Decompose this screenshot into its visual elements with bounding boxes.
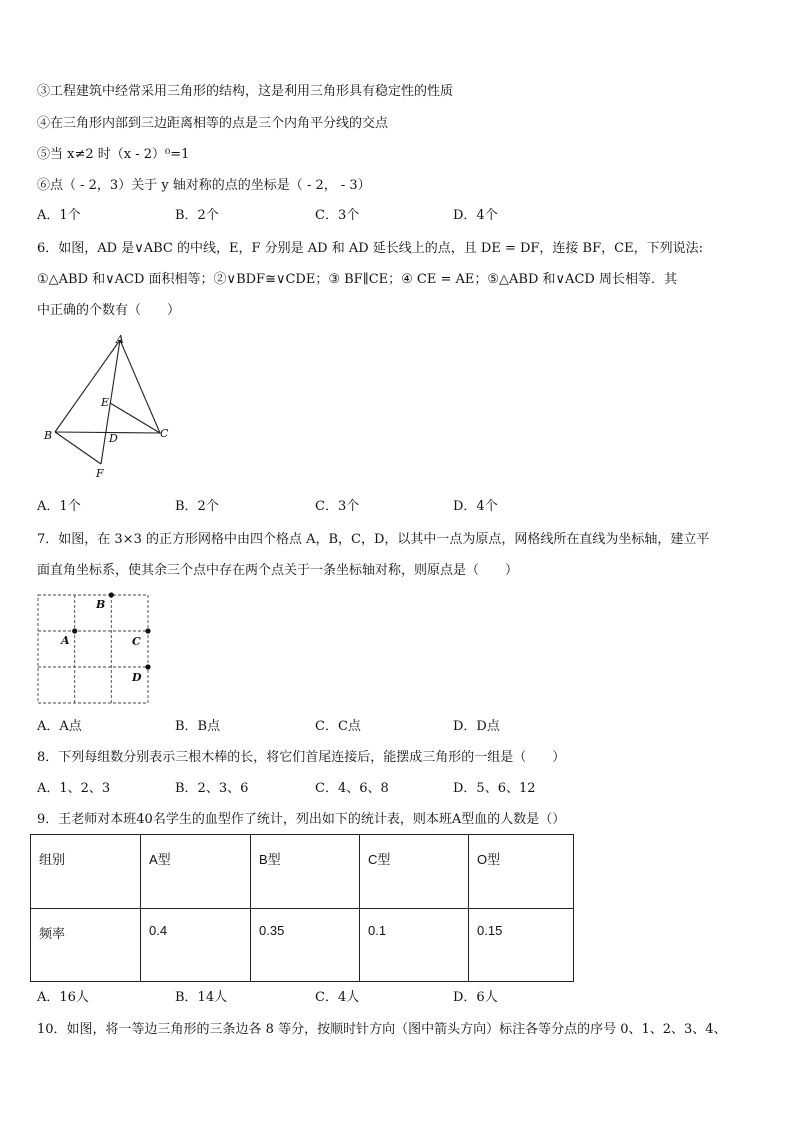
segment-bf bbox=[55, 432, 101, 464]
q6-option-b[interactable]: B．2个 bbox=[175, 499, 219, 514]
q5-option-d[interactable]: D．4个 bbox=[453, 208, 498, 223]
q6-option-d[interactable]: D．4个 bbox=[453, 499, 498, 514]
table-cell: B型 bbox=[251, 835, 360, 909]
segment-ac bbox=[120, 340, 160, 433]
q9-option-a[interactable]: A．16人 bbox=[37, 990, 89, 1005]
label-d: D bbox=[132, 671, 142, 684]
label-c: C bbox=[160, 427, 169, 440]
q8-option-d[interactable]: D．5、6、12 bbox=[453, 781, 536, 796]
label-a: A bbox=[61, 634, 70, 647]
q6-option-c[interactable]: C．3个 bbox=[315, 499, 360, 514]
q5-option-b[interactable]: B．2个 bbox=[175, 208, 219, 223]
label-f: F bbox=[96, 467, 104, 480]
q6-line-3: 中正确的个数有（ ） bbox=[37, 303, 181, 318]
q5-option-c[interactable]: C．3个 bbox=[315, 208, 360, 223]
q8-option-c[interactable]: C．4、6、8 bbox=[315, 781, 389, 796]
q7-option-d[interactable]: D．D点 bbox=[453, 719, 500, 734]
point-b bbox=[109, 592, 114, 597]
blood-type-table bbox=[30, 834, 574, 982]
label-c: C bbox=[132, 635, 141, 648]
q9-line: 9．王老师对本班40名学生的血型作了统计，列出如下的统计表，则本班A型血的人数是（） bbox=[37, 812, 566, 827]
q6-line-1: 6．如图，AD 是∨ABC 的中线，E，F 分别是 AD 和 AD 延长线上的点，且 DE = DF，连接 BF，CE，下列说法: bbox=[37, 241, 703, 256]
q8-option-b[interactable]: B．2、3、6 bbox=[175, 781, 249, 796]
label-d: D bbox=[109, 432, 118, 445]
q6-option-a[interactable]: A．1个 bbox=[37, 499, 81, 514]
q6-triangle-figure bbox=[40, 332, 180, 482]
table-cell: 0.35 bbox=[251, 908, 360, 982]
table-cell: O型 bbox=[469, 835, 574, 909]
q6-line-2: ①△ABD 和∨ACD 面积相等；②∨BDF≅∨CDE；③ BF∥CE；④ CE = AE；⑤△ABD 和∨ACD 周长相等．其 bbox=[37, 272, 677, 287]
grid-border bbox=[38, 595, 148, 703]
q5-option-a[interactable]: A．1个 bbox=[37, 208, 81, 223]
table-header-row bbox=[31, 835, 574, 909]
segment-ab bbox=[55, 340, 120, 432]
label-b: B bbox=[96, 598, 106, 611]
table-cell: 频率 bbox=[31, 908, 141, 982]
q7-line-1: 7．如图，在 3×3 的正方形网格中由四个格点 A，B，C，D，以其中一点为原点，网格线所在直线为坐标轴，建立平 bbox=[37, 532, 710, 547]
q9-option-b[interactable]: B．14人 bbox=[175, 990, 228, 1005]
q7-line-2: 面直角坐标系，使其余三个点中存在两个点关于一条坐标轴对称，则原点是（ ） bbox=[37, 563, 519, 578]
table-cell: 组别 bbox=[31, 835, 141, 909]
point-c bbox=[145, 628, 150, 633]
q9-option-d[interactable]: D．6人 bbox=[453, 990, 498, 1005]
q7-option-a[interactable]: A．A点 bbox=[37, 719, 82, 734]
q7-grid-figure bbox=[37, 591, 153, 707]
point-a bbox=[72, 628, 77, 633]
label-a: A bbox=[116, 333, 124, 346]
table-cell: A型 bbox=[141, 835, 251, 909]
point-d bbox=[145, 664, 150, 669]
statement-3: ③工程建筑中经常采用三角形的结构，这是利用三角形具有稳定性的性质 bbox=[37, 84, 454, 99]
segment-ec bbox=[110, 403, 160, 433]
q8-option-a[interactable]: A．1、2、3 bbox=[37, 781, 111, 796]
q9-option-c[interactable]: C．4人 bbox=[315, 990, 360, 1005]
segment-bc bbox=[55, 432, 160, 433]
table-cell: 0.1 bbox=[360, 908, 469, 982]
q8-line: 8．下列每组数分别表示三根木棒的长，将它们首尾连接后，能摆成三角形的一组是（ ） bbox=[37, 750, 566, 765]
q7-option-b[interactable]: B．B点 bbox=[175, 719, 221, 734]
statement-5: ⑤当 x≠2 时（x - 2）⁰=1 bbox=[37, 147, 190, 162]
label-e: E bbox=[101, 396, 110, 409]
q10-line: 10．如图，将一等边三角形的三条边各 8 等分，按顺时针方向（图中箭头方向）标注各等分点的序号 0、1、2、3、4、 bbox=[37, 1022, 727, 1037]
table-cell: 0.4 bbox=[141, 908, 251, 982]
table-cell: 0.15 bbox=[469, 908, 574, 982]
q7-option-c[interactable]: C．C点 bbox=[315, 719, 361, 734]
statement-4: ④在三角形内部到三边距离相等的点是三个内角平分线的交点 bbox=[37, 116, 389, 131]
statement-6: ⑥点（ - 2，3）关于 y 轴对称的点的坐标是（ - 2， - 3） bbox=[37, 178, 371, 193]
table-row bbox=[31, 908, 574, 982]
label-b: B bbox=[44, 429, 53, 442]
table-cell: C型 bbox=[360, 835, 469, 909]
